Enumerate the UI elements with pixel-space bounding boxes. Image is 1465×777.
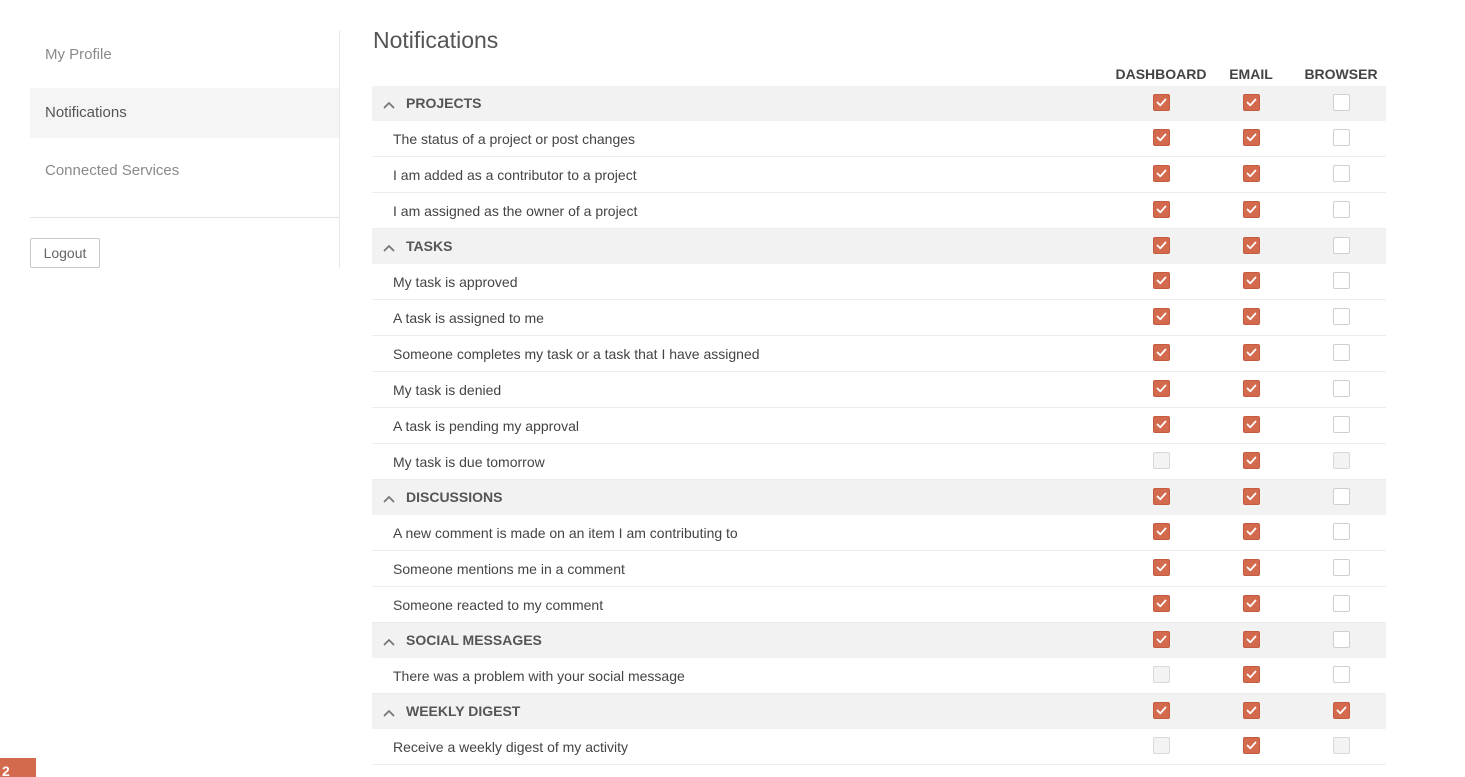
notification-row	[372, 551, 1386, 587]
email-checkbox[interactable]	[1243, 344, 1260, 361]
notification-label: My task is due tomorrow	[393, 454, 545, 470]
email-checkbox[interactable]	[1243, 201, 1260, 218]
section-header-row[interactable]	[372, 86, 1386, 121]
logout-button[interactable]: Logout	[30, 238, 100, 268]
browser-checkbox[interactable]	[1333, 488, 1350, 505]
email-checkbox[interactable]	[1243, 737, 1260, 754]
browser-checkbox	[1333, 452, 1350, 469]
chevron-up-icon[interactable]	[383, 492, 395, 504]
notification-label: There was a problem with your social message	[393, 668, 685, 684]
notification-row	[372, 372, 1386, 408]
dashboard-checkbox[interactable]	[1153, 702, 1170, 719]
dashboard-checkbox[interactable]	[1153, 129, 1170, 146]
browser-checkbox[interactable]	[1333, 94, 1350, 111]
email-checkbox[interactable]	[1243, 559, 1260, 576]
settings-sidebar	[30, 30, 340, 268]
browser-checkbox[interactable]	[1333, 344, 1350, 361]
notification-label: My task is approved	[393, 274, 518, 290]
email-checkbox[interactable]	[1243, 129, 1260, 146]
section-header-row[interactable]	[372, 694, 1386, 729]
notification-label: My task is denied	[393, 382, 502, 398]
section-title: PROJECTS	[406, 95, 482, 111]
notifications-table	[372, 86, 1386, 765]
dashboard-checkbox[interactable]	[1153, 344, 1170, 361]
notification-row	[372, 300, 1386, 336]
browser-checkbox[interactable]	[1333, 129, 1350, 146]
email-checkbox[interactable]	[1243, 94, 1260, 111]
notification-label: I am added as a contributor to a project	[393, 167, 637, 183]
browser-checkbox[interactable]	[1333, 416, 1350, 433]
column-header-browser: BROWSER	[1304, 66, 1378, 82]
dashboard-checkbox[interactable]	[1153, 380, 1170, 397]
notification-label: A new comment is made on an item I am contributing to	[393, 525, 738, 541]
dashboard-checkbox[interactable]	[1153, 201, 1170, 218]
notification-label: A task is pending my approval	[393, 418, 579, 434]
sidebar-item-connected-services[interactable]: Connected Services	[45, 162, 180, 179]
notification-row	[372, 515, 1386, 551]
dashboard-checkbox	[1153, 452, 1170, 469]
notification-label: Someone reacted to my comment	[393, 597, 604, 613]
sidebar-item-notifications[interactable]: Notifications	[30, 88, 339, 138]
chevron-up-icon[interactable]	[383, 635, 395, 647]
notification-row	[372, 264, 1386, 300]
corner-badge: 2	[0, 758, 36, 777]
browser-checkbox[interactable]	[1333, 308, 1350, 325]
section-header-row[interactable]	[372, 229, 1386, 264]
dashboard-checkbox[interactable]	[1153, 237, 1170, 254]
email-checkbox[interactable]	[1243, 488, 1260, 505]
column-header-dashboard: DASHBOARD	[1115, 66, 1207, 82]
notification-label: Someone mentions me in a comment	[393, 561, 625, 577]
section-header-row[interactable]	[372, 480, 1386, 515]
email-checkbox[interactable]	[1243, 272, 1260, 289]
dashboard-checkbox[interactable]	[1153, 631, 1170, 648]
dashboard-checkbox[interactable]	[1153, 595, 1170, 612]
dashboard-checkbox	[1153, 666, 1170, 683]
email-checkbox[interactable]	[1243, 416, 1260, 433]
browser-checkbox[interactable]	[1333, 702, 1350, 719]
browser-checkbox[interactable]	[1333, 595, 1350, 612]
email-checkbox[interactable]	[1243, 631, 1260, 648]
browser-checkbox[interactable]	[1333, 523, 1350, 540]
dashboard-checkbox[interactable]	[1153, 488, 1170, 505]
browser-checkbox[interactable]	[1333, 272, 1350, 289]
dashboard-checkbox[interactable]	[1153, 559, 1170, 576]
section-title: DISCUSSIONS	[406, 489, 503, 505]
notification-label: Someone completes my task or a task that I have assigned	[393, 346, 760, 362]
dashboard-checkbox[interactable]	[1153, 308, 1170, 325]
sidebar-divider	[30, 217, 339, 218]
browser-checkbox[interactable]	[1333, 380, 1350, 397]
dashboard-checkbox	[1153, 737, 1170, 754]
column-header-email: EMAIL	[1229, 66, 1273, 82]
notification-row	[372, 193, 1386, 229]
browser-checkbox[interactable]	[1333, 666, 1350, 683]
dashboard-checkbox[interactable]	[1153, 94, 1170, 111]
notification-label: A task is assigned to me	[393, 310, 544, 326]
notification-row	[372, 444, 1386, 480]
dashboard-checkbox[interactable]	[1153, 272, 1170, 289]
chevron-up-icon[interactable]	[383, 706, 395, 718]
notification-row	[372, 587, 1386, 623]
email-checkbox[interactable]	[1243, 666, 1260, 683]
email-checkbox[interactable]	[1243, 595, 1260, 612]
email-checkbox[interactable]	[1243, 308, 1260, 325]
dashboard-checkbox[interactable]	[1153, 523, 1170, 540]
chevron-up-icon[interactable]	[383, 241, 395, 253]
email-checkbox[interactable]	[1243, 702, 1260, 719]
browser-checkbox[interactable]	[1333, 165, 1350, 182]
notification-row	[372, 408, 1386, 444]
section-title: TASKS	[406, 238, 453, 254]
sidebar-item-my-profile[interactable]: My Profile	[45, 46, 112, 63]
browser-checkbox[interactable]	[1333, 559, 1350, 576]
email-checkbox[interactable]	[1243, 452, 1260, 469]
browser-checkbox	[1333, 737, 1350, 754]
browser-checkbox[interactable]	[1333, 201, 1350, 218]
dashboard-checkbox[interactable]	[1153, 416, 1170, 433]
notification-row	[372, 121, 1386, 157]
notification-row	[372, 336, 1386, 372]
notification-row	[372, 157, 1386, 193]
section-header-row[interactable]	[372, 623, 1386, 658]
email-checkbox[interactable]	[1243, 523, 1260, 540]
section-title: WEEKLY DIGEST	[406, 703, 521, 719]
notification-row	[372, 658, 1386, 694]
notification-label: I am assigned as the owner of a project	[393, 203, 638, 219]
chevron-up-icon[interactable]	[383, 98, 395, 110]
notification-row	[372, 729, 1386, 765]
email-checkbox[interactable]	[1243, 380, 1260, 397]
browser-checkbox[interactable]	[1333, 631, 1350, 648]
notification-label: The status of a project or post changes	[393, 131, 636, 147]
section-title: SOCIAL MESSAGES	[406, 632, 542, 648]
email-checkbox[interactable]	[1243, 237, 1260, 254]
browser-checkbox[interactable]	[1333, 237, 1350, 254]
dashboard-checkbox[interactable]	[1153, 165, 1170, 182]
email-checkbox[interactable]	[1243, 165, 1260, 182]
page-title: Notifications	[373, 27, 499, 53]
notification-label: Receive a weekly digest of my activity	[393, 739, 628, 755]
